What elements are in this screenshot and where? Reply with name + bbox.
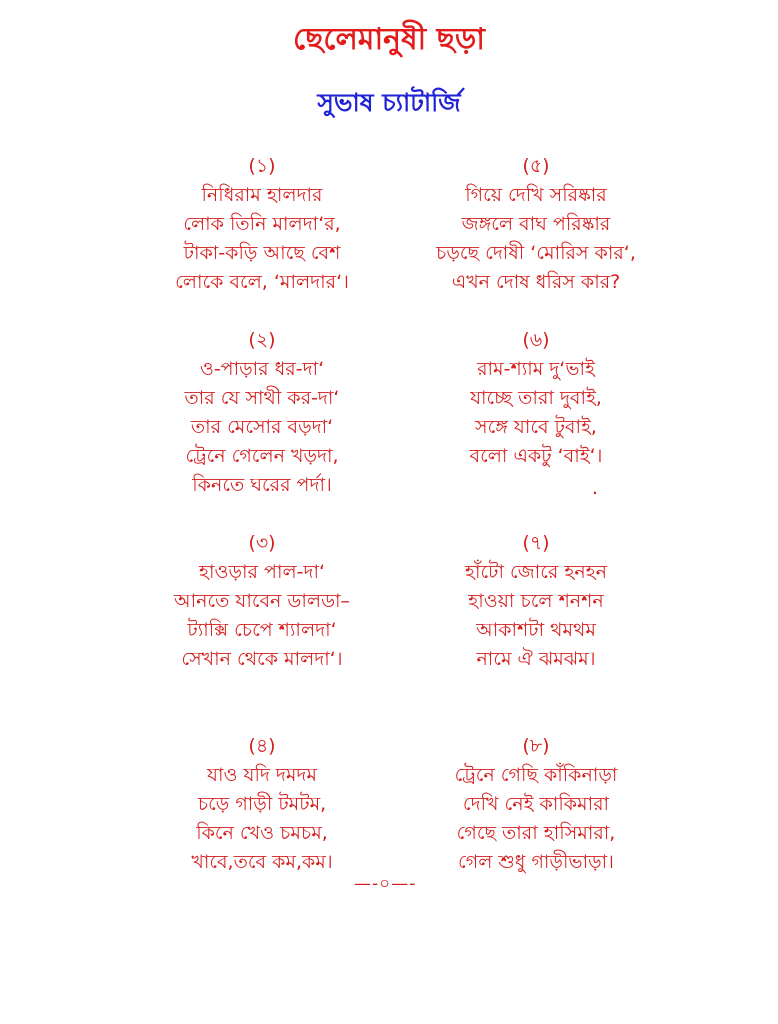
verse-line: গেল শুধু গাড়ীভাড়া। (458, 851, 614, 873)
stanza-4 (112, 732, 412, 877)
verse-line: যাচ্ছে তারা দুবাই, (470, 387, 602, 409)
left-column (112, 152, 412, 877)
verse-line: জঙ্গলে বাঘ পরিষ্কার (461, 213, 611, 235)
stanza-8 (386, 732, 686, 877)
stanza-1 (112, 152, 412, 297)
verse-line: নিধিরাম হালদার (201, 184, 323, 206)
verse-line: হাওড়ার পাল-দা‘ (199, 561, 325, 583)
stanza-number: (৫) (522, 155, 550, 177)
stanza-number: (৩) (248, 532, 276, 554)
stanza-number: (৮) (522, 735, 550, 757)
verse-line: ট্যাক্সি চেপে শ্যালদা‘ (187, 619, 337, 641)
right-column (386, 152, 686, 877)
verse-line: গিয়ে দেখি সরিষ্কার (465, 184, 607, 206)
verse-line: তার মেসোর বড়দা‘ (190, 416, 334, 438)
stray-dot: . (592, 477, 599, 499)
verse-line: কিনে খেও চমচম, (196, 822, 328, 844)
verse-line: আনতে যাবেন ডালডা– (173, 590, 351, 612)
stanza-number: (৭) (522, 532, 550, 554)
verse-line: লোকে বলে, ‘মালদার‘। (175, 271, 349, 293)
stanza-6 (386, 326, 686, 500)
end-mark: —-০—- (354, 874, 417, 894)
poem-title: ছেলেমানুষী ছড়া (293, 22, 485, 57)
verse-line: হাওয়া চলে শনশন (468, 590, 604, 612)
verse-line: সেখান থেকে মালদা‘। (181, 648, 343, 670)
verse-line: তার যে সাথী কর-দা‘ (184, 387, 340, 409)
stanza-3 (112, 529, 412, 674)
verse-line: বলো একটু ‘বাই‘। (469, 445, 603, 467)
stanza-number: (১) (248, 155, 276, 177)
verse-line: লোক তিনি মালদা‘র, (183, 213, 341, 235)
verse-line: ও-পাড়ার ধর-দা‘ (199, 358, 325, 380)
stanza-number: (৪) (248, 735, 276, 757)
stanza-7 (386, 529, 686, 674)
verse-line: টাকা-কড়ি আছে বেশ (183, 242, 341, 264)
verse-line: দেখি নেই কাকিমারা (462, 793, 610, 815)
verse-line: রাম-শ্যাম দু‘ভাই (477, 358, 595, 380)
verse-line: চড়ে গাড়ী টমটম, (197, 793, 327, 815)
verse-line: ট্রেনে গেছি কাঁকিনাড়া (454, 764, 618, 786)
verse-line: চড়ছে দোষী ‘মোরিস কার‘, (436, 242, 636, 264)
verse-line: খাবে,তবে কম,কম। (191, 851, 333, 873)
stanza-2 (112, 326, 412, 500)
verse-line-blank (386, 471, 686, 500)
stanza-number: (৬) (522, 329, 550, 351)
verse-line: যাও যদি দমদম (207, 764, 317, 786)
verse-line: গেছে তারা হাসিমারা, (456, 822, 616, 844)
verse-line: কিনতে ঘরের পর্দা। (192, 474, 332, 496)
verse-line: নামে ঐ ঝমঝম। (476, 648, 596, 670)
verse-line: সঙ্গে যাবে টুবাই, (475, 416, 597, 438)
poem-author: সুভাষ চ্যাটার্জি (317, 88, 461, 117)
verse-line: ট্রেনে গেলেন খড়দা, (185, 445, 339, 467)
verse-line: হাঁটো জোরে হনহন (464, 561, 607, 583)
stanza-5 (386, 152, 686, 297)
verse-line: আকাশটা থমথম (476, 619, 596, 641)
stanza-number: (২) (248, 329, 276, 351)
verse-line: এখন দোষ ধরিস কার? (451, 271, 621, 293)
